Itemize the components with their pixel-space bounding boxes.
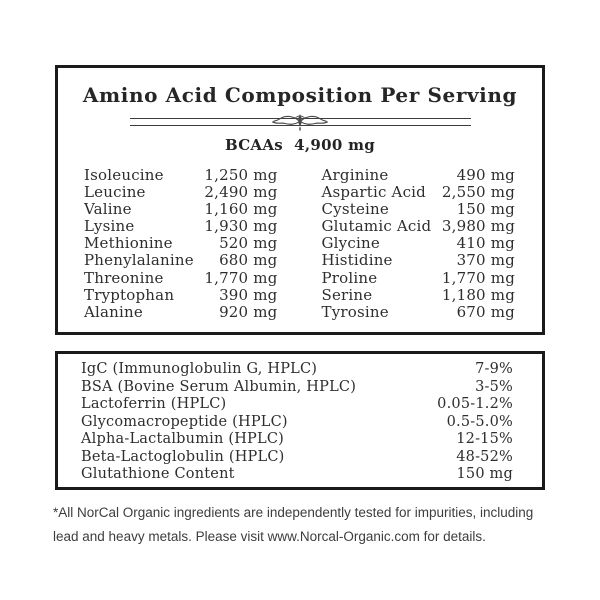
amino-name: Lysine	[84, 217, 135, 236]
amino-name: Proline	[321, 268, 378, 287]
amino-name: Methionine	[84, 234, 173, 253]
amino-name: Glycine	[321, 234, 380, 253]
amino-name: Cysteine	[321, 200, 389, 219]
amino-value: 1,770 mg	[204, 268, 278, 287]
amino-name: Tryptophan	[84, 285, 175, 304]
amino-value: 2,490 mg	[204, 183, 278, 202]
amino-column-right	[322, 167, 516, 321]
protein-row	[81, 414, 513, 432]
amino-row	[84, 252, 278, 269]
protein-row	[81, 449, 513, 467]
protein-row	[81, 396, 513, 414]
amino-name: Tyrosine	[321, 302, 389, 321]
amino-row	[322, 270, 516, 287]
amino-value: 2,550 mg	[441, 183, 515, 202]
amino-row	[84, 270, 278, 287]
amino-row	[84, 287, 278, 304]
footnote: *All NorCal Organic ingredients are independently tested for impurities, including lead and heavy metals. Please visit www.Norcal-Organic.com for details.	[53, 505, 534, 544]
protein-name: IgC (Immunoglobulin G, HPLC)	[81, 361, 318, 377]
amino-name: Isoleucine	[84, 166, 164, 184]
fleuron-ornament-icon	[272, 112, 328, 133]
amino-name: Arginine	[321, 166, 389, 184]
amino-name: Valine	[84, 200, 132, 219]
protein-name: Alpha-Lactalbumin (HPLC)	[81, 431, 284, 447]
protein-value: 48-52%	[456, 448, 513, 465]
amino-row	[84, 235, 278, 252]
protein-name: Beta-Lactoglobulin (HPLC)	[81, 448, 285, 465]
amino-value: 490 mg	[456, 166, 515, 184]
protein-name: Lactoferrin (HPLC)	[81, 396, 227, 412]
amino-value: 3,980 mg	[441, 217, 515, 236]
protein-fraction-panel	[55, 351, 545, 490]
amino-value: 670 mg	[456, 302, 515, 321]
bcaas-label: BCAAs	[224, 136, 284, 154]
amino-value: 680 mg	[219, 251, 278, 270]
amino-name: Alanine	[84, 302, 143, 321]
amino-name: Serine	[321, 285, 373, 304]
protein-name: Glutathione Content	[81, 466, 235, 482]
amino-row	[322, 167, 516, 184]
amino-value: 1,160 mg	[204, 200, 278, 219]
amino-row	[322, 287, 516, 304]
amino-row	[84, 167, 278, 184]
amino-acid-panel	[55, 65, 545, 335]
bcaas-row	[58, 136, 542, 154]
amino-row	[322, 304, 516, 321]
amino-value: 370 mg	[456, 251, 515, 270]
amino-name: Glutamic Acid	[321, 217, 432, 236]
protein-value: 150 mg	[456, 466, 513, 482]
amino-name: Aspartic Acid	[321, 183, 426, 202]
amino-value: 1,770 mg	[441, 268, 515, 287]
protein-row	[81, 431, 513, 449]
protein-row	[81, 379, 513, 397]
amino-name: Phenylalanine	[84, 251, 194, 270]
amino-row	[322, 201, 516, 218]
amino-value: 150 mg	[456, 200, 515, 219]
protein-row	[81, 361, 513, 379]
protein-value: 3-5%	[475, 378, 513, 395]
protein-name: BSA (Bovine Serum Albumin, HPLC)	[81, 378, 357, 395]
amino-row	[322, 235, 516, 252]
amino-value: 410 mg	[456, 234, 515, 253]
amino-name: Leucine	[84, 183, 146, 202]
amino-row	[84, 184, 278, 201]
amino-row	[84, 218, 278, 235]
protein-name: Glycomacropeptide (HPLC)	[81, 413, 288, 430]
amino-name: Histidine	[321, 251, 393, 270]
amino-value: 1,180 mg	[441, 285, 515, 304]
amino-row	[322, 218, 516, 235]
amino-row	[322, 252, 516, 269]
amino-value: 1,250 mg	[204, 166, 278, 184]
decorative-divider	[130, 118, 471, 126]
protein-value: 7-9%	[475, 361, 513, 377]
bcaas-value: 4,900 mg	[294, 136, 376, 154]
amino-value: 520 mg	[219, 234, 278, 253]
amino-value: 390 mg	[219, 285, 278, 304]
panel-title: Amino Acid Composition Per Serving	[82, 83, 518, 107]
amino-value: 920 mg	[219, 302, 278, 321]
protein-value: 0.05-1.2%	[437, 396, 513, 412]
amino-value: 1,930 mg	[204, 217, 278, 236]
protein-value: 12-15%	[456, 431, 513, 447]
protein-value: 0.5-5.0%	[446, 413, 513, 430]
protein-row	[81, 466, 513, 484]
amino-name: Threonine	[84, 268, 164, 287]
amino-column-left	[84, 167, 278, 321]
amino-row	[84, 304, 278, 321]
amino-row	[322, 184, 516, 201]
amino-acid-table	[58, 154, 542, 321]
amino-row	[84, 201, 278, 218]
